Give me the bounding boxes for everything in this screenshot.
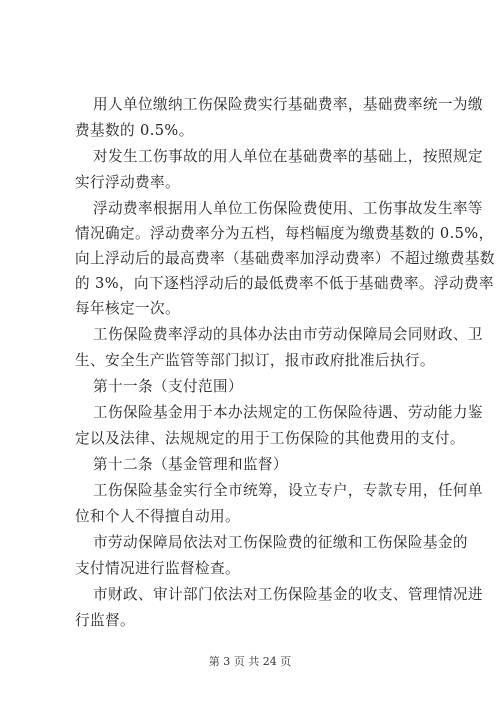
paragraph-8-line-2: 位和个人不得擅自动用。 (75, 508, 240, 525)
paragraph-4-line-1: 工伤保险费率浮动的具体办法由市劳动保障局会同财政、卫 (93, 326, 483, 343)
paragraph-1-line-1: 用人单位缴纳工伤保险费实行基础费率，基础费率统一为缴 (93, 96, 483, 113)
paragraph-9-line-1: 市劳动保障局依法对工伤保险费的征缴和工伤保险基金的 (93, 534, 468, 551)
paragraph-8-line-1: 工伤保险基金实行全市统筹，设立专户，专款专用，任何单 (93, 482, 483, 499)
paragraph-3-line-4: 的 3%，向下逐档浮动后的最低费率不低于基础费率。浮动费率 (75, 275, 494, 292)
paragraph-3-line-1: 浮动费率根据用人单位工伤保险费使用、工伤事故发生率等 (93, 200, 483, 217)
page-number-footer: 第 3 页 共 24 页 (208, 655, 292, 668)
article-12-heading: 第十二条（基金管理和监督） (93, 456, 288, 473)
paragraph-3-line-5: 每年核定一次。 (75, 300, 180, 317)
paragraph-6-line-2: 定以及法律、法规规定的用于工伤保险的其他费用的支付。 (75, 430, 465, 447)
paragraph-3-line-2: 情况确定。浮动费率分为五档，每档幅度为缴费基数的 0.5%， (75, 225, 494, 242)
paragraph-6-line-1: 工伤保险基金用于本办法规定的工伤保险待遇、劳动能力鉴 (93, 404, 483, 421)
paragraph-2-line-1: 对发生工伤事故的用人单位在基础费率的基础上，按照规定 (93, 148, 483, 165)
paragraph-2-line-2: 实行浮动费率。 (75, 174, 180, 191)
paragraph-1-line-2: 费基数的 0.5%。 (75, 122, 194, 139)
paragraph-10-line-2: 行监督。 (75, 612, 135, 629)
article-11-heading: 第十一条（支付范围） (93, 378, 243, 395)
paragraph-9-line-2: 支付情况进行监督检查。 (75, 560, 240, 577)
paragraph-4-line-2: 生、安全生产监管等部门拟订，报市政府批准后执行。 (75, 352, 435, 369)
paragraph-3-line-3: 向上浮动后的最高费率（基础费率加浮动费率）不超过缴费基数 (75, 250, 495, 267)
paragraph-10-line-1: 市财政、审计部门依法对工伤保险基金的收支、管理情况进 (93, 586, 483, 603)
